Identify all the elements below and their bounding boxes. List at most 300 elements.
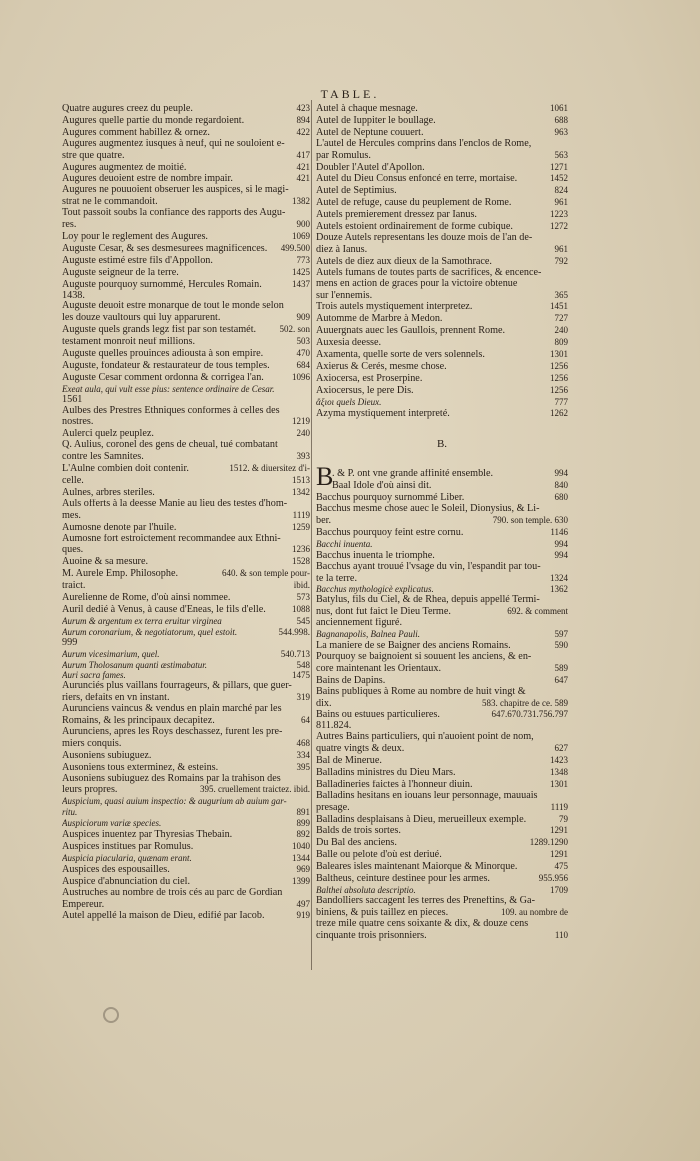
index-entry [316, 919, 568, 930]
page-reference: 1512. & diuersitez d'i- [229, 463, 310, 474]
index-entry [316, 139, 568, 150]
index-entry [316, 930, 568, 942]
entry-text: ritu. [62, 807, 78, 818]
entry-text: Auguste seigneur de la terre. [62, 267, 179, 278]
entry-text: Axierus & Cerés, mesme chose. [316, 361, 447, 372]
entry-text: nus, dont fut faict le Dieu Terme. [316, 607, 451, 618]
page-reference: 994 [554, 549, 568, 560]
index-entry [62, 807, 310, 818]
left-column [62, 103, 310, 922]
entry-text: Austruches au nombre de trois cés au parc de Gordian [62, 887, 283, 898]
entry-text: res. [62, 220, 77, 231]
index-entry [62, 440, 310, 451]
index-entry [316, 814, 568, 826]
entry-text: Bacchus mesme chose auec le Soleil, Dionysius, & Li- [316, 504, 540, 515]
page-reference: 1344 [292, 852, 310, 863]
page-reference: 573 [296, 592, 310, 603]
entry-text: Bal de Minerue. [316, 756, 382, 767]
entry-text: Balle ou pelote d'où est deriué. [316, 850, 442, 861]
index-entry [316, 791, 568, 802]
right-column [316, 103, 568, 942]
entry-text: Baleares isles maintenant Maiorque & Minorque. [316, 862, 518, 873]
index-entry [316, 550, 568, 562]
entry-text: Balladins hesitans en iouans leur personnage, mauuais [316, 790, 538, 801]
entry-text: Pourquoy se baignoient si souuent les anciens, & en- [316, 651, 532, 662]
entry-text: Doubler l'Autel d'Apollon. [316, 162, 425, 173]
index-entry [62, 196, 310, 208]
page-reference: 1342 [292, 486, 310, 497]
page-reference: 1256 [550, 372, 568, 383]
entry-text: Autres Bains particuliers, qui n'auoient point de nom, [316, 732, 534, 743]
page-reference: 417 [296, 149, 310, 160]
index-entry [316, 652, 568, 663]
index-entry [316, 492, 568, 504]
entry-text: contre les Samnites. [62, 452, 144, 463]
index-entry [316, 361, 568, 373]
index-entry [62, 139, 310, 150]
index-entry [316, 349, 568, 361]
page-reference: 727 [554, 313, 568, 324]
entry-text: L'Aulne combien doit contenir. [62, 464, 189, 475]
index-entry [62, 774, 310, 785]
entry-text: Augures deuoient estre de nombre impair. [62, 174, 233, 185]
index-entry [62, 888, 310, 899]
entry-text: Bains publiques à Rome au nombre de huit vingt & [316, 686, 526, 697]
page-reference: 1272 [550, 221, 568, 232]
entry-text: diez à Ianus. [316, 244, 368, 255]
entry-text: stre que quatre. [62, 150, 125, 161]
dropcap-lines [332, 468, 568, 492]
page-reference: 502. son [279, 324, 310, 335]
index-entry [62, 243, 310, 255]
index-entry [62, 750, 310, 762]
entry-text: Autel de Septimius. [316, 186, 397, 197]
page-reference: 894 [296, 114, 310, 125]
index-entry [316, 618, 568, 629]
entry-text: Balthei absoluta descriptio. [316, 885, 416, 895]
index-entry [62, 312, 310, 324]
index-entry [62, 291, 310, 302]
page-reference: 395. cruellement traictez. ibid. [200, 784, 310, 795]
index-entry [62, 818, 310, 829]
index-entry [316, 802, 568, 814]
entry-text: Aurunciens vaincus & vendus en plain marché par les [62, 704, 282, 715]
index-entry [316, 640, 568, 652]
entry-text: core maintenant les Orientaux. [316, 663, 442, 674]
page-reference: 64 [301, 715, 310, 726]
index-entry [62, 784, 310, 796]
entry-text: leurs propres. [62, 785, 118, 796]
index-entry [62, 487, 310, 499]
index-entry [316, 732, 568, 743]
entry-text: Auguste estimé estre fils d'Appollon. [62, 255, 213, 266]
page-reference: 963 [554, 126, 568, 137]
page-reference: 790. son temple. 630 [492, 515, 568, 525]
entry-text: Aulerci quelz peuplez. [62, 429, 154, 440]
page-reference: 1475 [292, 670, 310, 681]
entry-text: ἄξιοι quels Dieux. [316, 396, 382, 407]
index-entry [316, 885, 568, 896]
entry-text: Baal Idole d'où ainsi dit. [332, 481, 432, 492]
entry-text: Augures ne pouuoient obseruer les auspices, si le magi- [62, 185, 289, 196]
entry-text: miers conquis. [62, 738, 122, 749]
index-entry [316, 606, 568, 618]
index-entry [62, 864, 310, 876]
page-reference: 1348 [550, 766, 568, 777]
right-column-a-entries [316, 103, 568, 419]
page-reference: 1256 [550, 384, 568, 395]
page-reference: 240 [296, 428, 310, 439]
index-entry [62, 604, 310, 616]
index-entry [62, 162, 310, 174]
index-entry [316, 721, 568, 732]
page-reference: 1061 [550, 103, 568, 113]
index-entry [316, 584, 568, 595]
entry-text: Loy pour le reglement des Augures. [62, 231, 208, 242]
page-reference: 1289.1290 [529, 837, 568, 848]
entry-text: Ausoniens subiuguez des Romains par la trahison des [62, 773, 281, 784]
entry-text: Aurum & argentum ex terra eruitur virginea [62, 615, 222, 626]
page-reference: 365 [554, 289, 568, 300]
entry-text: anciennement figuré. [316, 618, 402, 629]
entry-text: Auril dedié à Venus, à cause d'Eneas, le fils d'elle. [62, 604, 266, 615]
page-reference: 1219 [292, 416, 310, 427]
page-reference: 334 [296, 749, 310, 760]
entry-text: Auspicia piacularia, quænam erant. [62, 852, 192, 863]
entry-text: Aurunciés plus vaillans fourrageurs, & pillars, que guer- [62, 681, 292, 692]
index-entry [316, 256, 568, 268]
entry-text: Douze Autels representans les douze mois de l'an de- [316, 232, 533, 243]
page-reference: 1088 [292, 603, 310, 614]
entry-text: Bacchus mythologicè explicatus. [316, 584, 434, 595]
page-reference: 1425 [292, 266, 310, 277]
entry-text: Auspicium, quasi auium inspectio: & augurium ab auium gar- [62, 796, 287, 807]
page-reference: 1301 [550, 778, 568, 789]
page-reference: 110 [554, 929, 568, 940]
right-column-b-entries [316, 492, 568, 941]
entry-text: Autel de refuge, cause du peuplement de Rome. [316, 198, 512, 209]
index-entry [316, 698, 568, 710]
page-reference: 840 [554, 480, 568, 491]
index-entry [62, 219, 310, 231]
entry-text: Batylus, fils du Ciel, & de Rhea, depuis appellé Termi- [316, 595, 540, 606]
entry-text: treze mile quatre cens soixante & dix, & douze cens [316, 918, 529, 929]
entry-text: Bacchus ayant trouué l'vsage du vin, l'espandit par tou- [316, 561, 541, 572]
entry-text: Auspices des espousailles. [62, 864, 170, 875]
index-entry [316, 539, 568, 550]
entry-text: Bacchi inuenta. [316, 538, 373, 549]
index-entry [316, 408, 568, 420]
page-reference: 1451 [550, 301, 568, 312]
page-reference: 1256 [550, 360, 568, 371]
entry-text: Auxesia deesse. [316, 338, 382, 349]
page-reference: 475 [554, 861, 568, 872]
index-entry [316, 873, 568, 885]
index-entry [316, 573, 568, 585]
entry-text: . & P. ont vne grande affinité ensemble. [332, 469, 494, 480]
entry-text: Trois autels mystiquement interpretez. [316, 302, 473, 313]
page-reference: 900 [296, 219, 310, 230]
index-entry [62, 301, 310, 312]
index-entry [62, 267, 310, 279]
index-entry [316, 767, 568, 779]
page-reference: 497 [296, 898, 310, 909]
page-reference: 1262 [550, 407, 568, 418]
entry-text: Autels estoient ordinairement de forme cubique. [316, 222, 513, 233]
index-entry [62, 853, 310, 864]
page-reference: 647 [554, 674, 568, 685]
entry-text: Bains ou estuues particulieres. [316, 710, 440, 721]
entry-text: Autel à chaque mesnage. [316, 104, 418, 114]
page-reference: 892 [296, 829, 310, 840]
entry-text: Auri sacra fames. [62, 670, 126, 681]
entry-text: Auspiciorum variæ species. [62, 818, 162, 829]
entry-text: Ausoniens tous exterminez, & esteins. [62, 762, 219, 773]
page-reference: 773 [296, 254, 310, 265]
entry-text: Aulbes des Prestres Ethniques conformes à celles des [62, 405, 280, 416]
index-entry [62, 510, 310, 522]
index-entry [62, 395, 310, 406]
entry-text: Auguste quelles prouinces adiousta à son empire. [62, 349, 264, 360]
entry-text: Aurum coronarium, & negotiatorum, quel estoit. [62, 626, 238, 637]
index-entry [316, 675, 568, 687]
page-reference: 1513 [292, 475, 310, 485]
entry-text: Automme de Marbre à Medon. [316, 314, 443, 325]
page-reference: 1146 [550, 526, 568, 537]
index-entry [316, 209, 568, 221]
entry-text: Aurelienne de Rome, d'où ainsi nommee. [62, 593, 231, 604]
entry-text: Empereur. [62, 899, 105, 910]
page-reference: 1399 [292, 875, 310, 886]
index-entry [62, 568, 310, 580]
index-entry [316, 221, 568, 233]
index-entry [316, 779, 568, 791]
page-reference: 647.670.731.756.797 [491, 709, 568, 720]
page-reference: 1291 [550, 825, 568, 836]
page-reference: 468 [296, 737, 310, 748]
entry-text: Bandolliers saccagent les terres des Preneftins, & Ga- [316, 895, 535, 906]
entry-text: Augures comment habillez & ornez. [62, 127, 210, 138]
entry-text: presage. [316, 802, 350, 813]
index-entry [62, 406, 310, 417]
entry-text: Augures augmentez de moitié. [62, 162, 187, 173]
entry-text: traict. [62, 581, 86, 592]
page-reference: 79 [559, 813, 568, 824]
entry-text: Autel du Dieu Consus enfoncé en terre, mortaise. [316, 174, 518, 185]
page-reference: 1528 [292, 556, 310, 567]
page-reference: 899 [296, 818, 310, 829]
index-entry [316, 385, 568, 397]
entry-text: Exeat aula, qui vult esse pius: sentence ordinaire de Cesar. [62, 383, 275, 394]
index-entry [62, 103, 310, 115]
entry-text: Auuergnats auec les Gaullois, prennent Rome. [316, 326, 506, 337]
index-entry [316, 515, 568, 527]
index-entry [62, 127, 310, 139]
page-reference: 688 [554, 114, 568, 125]
entry-text: Aulnes, arbres steriles. [62, 487, 155, 498]
page-reference: 1096 [292, 371, 310, 382]
index-entry [62, 738, 310, 750]
page-ornament-mark [103, 1007, 119, 1023]
entry-text: Ausoniens subiuguez. [62, 750, 152, 761]
page-reference: 589 [554, 662, 568, 673]
page-reference: 792 [554, 255, 568, 266]
page-reference: 470 [296, 348, 310, 359]
entry-text: 1561 [62, 394, 83, 405]
index-entry [62, 360, 310, 372]
index-entry [62, 428, 310, 440]
entry-text: Auoine & sa mesure. [62, 557, 149, 568]
index-entry [316, 861, 568, 873]
entry-text: 811.824. [316, 721, 352, 732]
page-reference: 1119 [292, 509, 310, 520]
index-entry [316, 755, 568, 767]
page-reference: 684 [296, 359, 310, 370]
entry-text: mens en action de graces pour la victoire obtenue [316, 278, 518, 289]
index-entry [62, 899, 310, 911]
index-entry [316, 825, 568, 837]
entry-text: ber. [316, 516, 331, 526]
index-entry [316, 233, 568, 244]
index-entry [316, 743, 568, 755]
index-entry [62, 762, 310, 774]
entry-text: Aurum Tholosanum quanti æstimabatur. [62, 659, 208, 670]
entry-text: Balladins desplaisans à Dieu, merueilleux exemple. [316, 814, 527, 825]
entry-text: par Romulus. [316, 150, 371, 161]
page-reference: 545 [296, 615, 310, 626]
entry-text: Aurunciens, apres les Roys deschassez, furent les pre- [62, 726, 283, 737]
index-entry [62, 670, 310, 681]
entry-text: sur l'ennemis. [316, 290, 373, 301]
page-reference: 777 [554, 396, 568, 407]
index-entry [62, 638, 310, 649]
page-reference: 627 [554, 743, 568, 754]
section-heading-b: B. [436, 438, 448, 451]
index-entry [316, 595, 568, 606]
entry-text: Axamenta, quelle sorte de vers solennels. [316, 350, 485, 361]
entry-text: quatre vingts & deux. [316, 744, 405, 755]
entry-text: Quatre augures creez du peuple. [62, 104, 193, 114]
entry-text: Autels de diez aux dieux de la Samothrace. [316, 256, 492, 267]
page-reference: 640. & son temple pour- [221, 568, 310, 579]
page-reference: 590 [554, 639, 568, 650]
index-entry [316, 313, 568, 325]
index-entry [316, 197, 568, 209]
page-reference: 109. au nombre de [501, 906, 568, 917]
entry-text: cinquante trois prisonniers. [316, 930, 427, 941]
index-entry [316, 301, 568, 313]
index-entry [62, 463, 310, 475]
page-reference: 423 [296, 103, 310, 113]
page-reference: 540.713 [280, 648, 310, 659]
index-entry [316, 397, 568, 408]
entry-text: celle. [62, 476, 84, 486]
index-entry [62, 727, 310, 738]
index-entry [62, 475, 310, 487]
index-entry [62, 704, 310, 715]
entry-text: Axiocersa, est Proserpine. [316, 373, 423, 384]
page-reference: 1259 [292, 521, 310, 532]
page-reference: 1437 [292, 278, 310, 289]
page-reference: 1119 [550, 801, 568, 812]
index-entry [316, 325, 568, 337]
column-divider [311, 100, 312, 970]
page-reference: 692. & comment [507, 606, 568, 617]
entry-text: les douze vaultours qui luy apparurent. [62, 313, 221, 324]
index-entry [316, 687, 568, 698]
index-entry [62, 544, 310, 556]
entry-text: Tout passoit soubs la confiance des rapports des Augu- [62, 208, 286, 219]
entry-text: Bagnanapolis, Balnea Pauli. [316, 629, 420, 640]
page-reference: 994 [554, 468, 568, 479]
entry-text: Du Bal des anciens. [316, 838, 397, 849]
entry-text: biniens, & puis taillez en pieces. [316, 907, 449, 918]
page-reference: 961 [554, 243, 568, 254]
entry-text: Auguste deuoit estre monarque de tout le monde selon [62, 301, 284, 312]
entry-text: te la terre. [316, 573, 358, 584]
entry-text: dix. [316, 698, 332, 709]
page-reference: 583. chapitre de ce. 589 [482, 697, 568, 708]
index-entry [332, 480, 568, 492]
index-entry [62, 499, 310, 510]
index-entry [316, 663, 568, 675]
entry-text: Bains de Dapins. [316, 675, 386, 686]
index-entry [316, 268, 568, 279]
entry-text: Auls offerts à la deesse Manie au lieu des testes d'hom- [62, 498, 288, 509]
index-entry [62, 384, 310, 395]
page-reference: 548 [296, 659, 310, 670]
index-entry [316, 127, 568, 139]
entry-text: Baltheus, ceinture destinee pour les armes. [316, 874, 490, 885]
entry-text: riers, defaits en vn instant. [62, 693, 170, 704]
running-head: TABLE. [320, 87, 380, 101]
entry-text: Auguste quels grands legz fist par son testamét. [62, 325, 257, 336]
index-entry [332, 468, 568, 480]
dropcap-letter: B [316, 462, 334, 492]
page-reference: 503 [296, 336, 310, 347]
index-entry [62, 185, 310, 196]
page-reference: 994 [554, 538, 568, 549]
entry-text: Autel de Neptune couuert. [316, 127, 424, 138]
entry-text: Romains, & les principaux decapitez. [62, 716, 215, 727]
entry-text: testament monroit neuf millions. [62, 337, 195, 348]
entry-text: Bacchus pourquoy surnommé Liber. [316, 493, 465, 504]
entry-text: Auguste, fondateur & restaurateur de tous temples. [62, 360, 270, 371]
page-reference: 1271 [550, 161, 568, 172]
page-reference: 421 [296, 161, 310, 172]
index-entry [316, 896, 568, 907]
entry-text: Balladins ministres du Dieu Mars. [316, 767, 456, 778]
index-entry [62, 829, 310, 841]
index-entry [62, 522, 310, 534]
page-reference: 1324 [550, 572, 568, 583]
index-entry [62, 715, 310, 727]
entry-text: Aurum vicesimarium, quel. [62, 648, 160, 659]
index-entry [62, 208, 310, 219]
entry-text: 999 [62, 637, 78, 648]
index-entry [316, 907, 568, 919]
index-entry [316, 337, 568, 349]
page-reference: 969 [296, 863, 310, 874]
entry-text: La maniere de se Baigner des anciens Romains. [316, 640, 511, 651]
index-entry [62, 556, 310, 568]
index-entry [316, 173, 568, 185]
page-reference: 1423 [550, 755, 568, 766]
page-reference: 240 [554, 325, 568, 336]
entry-text: Auspices institues par Romulus. [62, 842, 194, 852]
page-reference: 422 [296, 126, 310, 137]
page-reference: 1362 [550, 584, 568, 595]
